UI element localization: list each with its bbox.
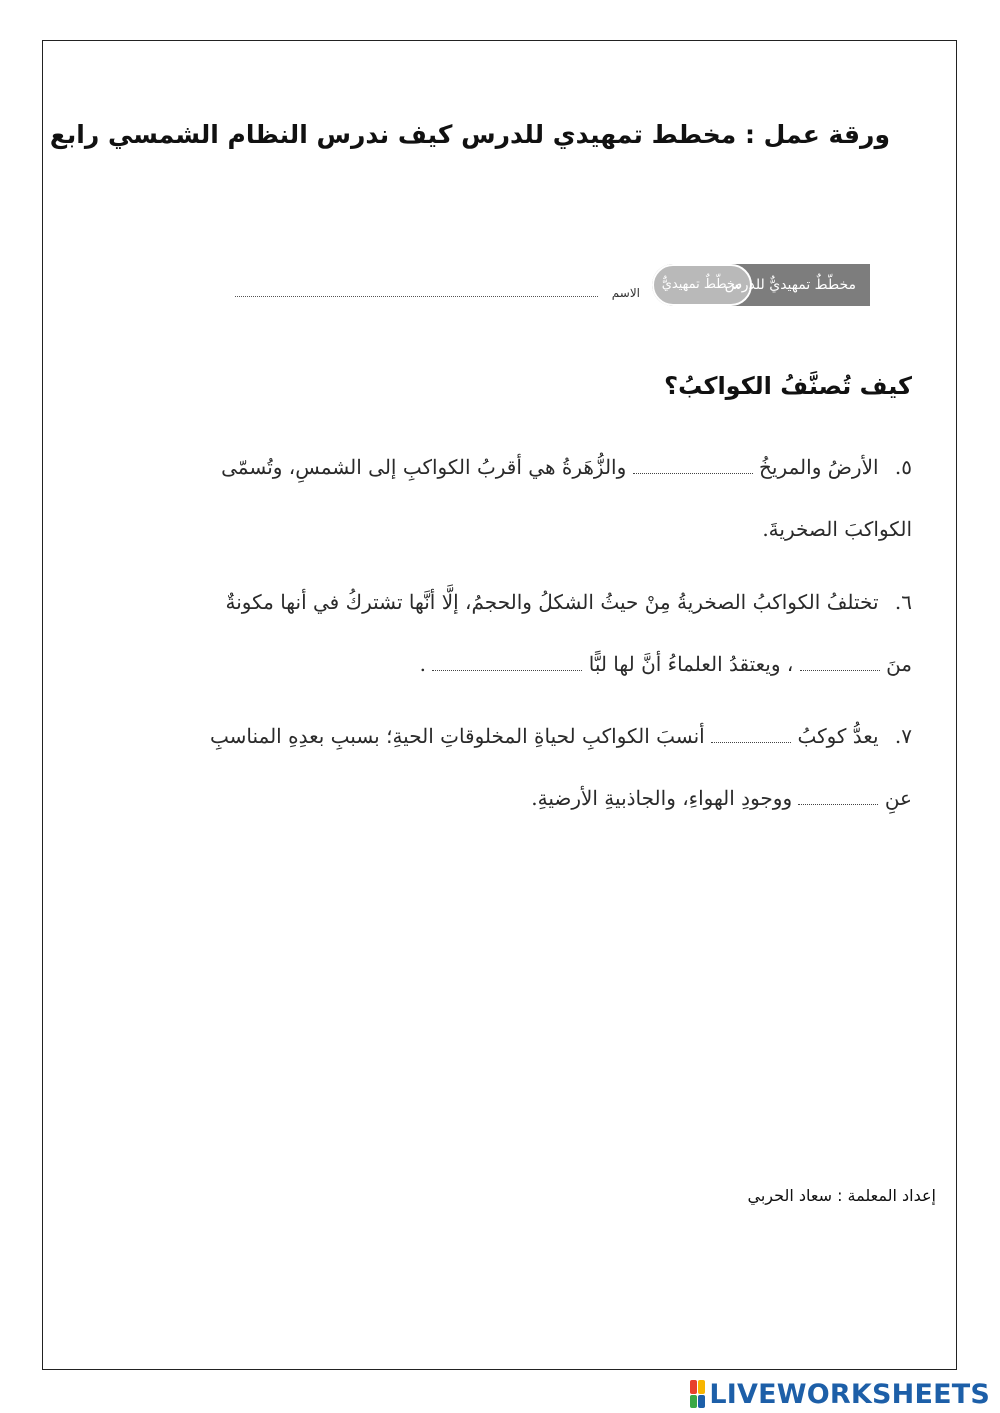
logo-square <box>690 1395 697 1409</box>
question-number: ٧. <box>894 724 912 748</box>
question-text: منَ <box>886 652 912 676</box>
question-text: ، ويعتقدُ العلماءُ أنَّ لها لبًّا <box>588 652 794 676</box>
name-label: الاسم <box>611 286 640 300</box>
logo-text: LIVEWORKSHEETS <box>709 1378 990 1410</box>
question-text: والزُّهَرةُ هي أقربُ الكواكبِ إلى الشمسِ، وتُسمّى <box>221 455 627 479</box>
answer-blank[interactable] <box>800 656 880 671</box>
author-credit: إعداد المعلمة : سعاد الحربي <box>747 1186 936 1205</box>
answer-blank[interactable] <box>798 790 878 805</box>
question-title: كيف تُصنَّفُ الكواكبُ؟ <box>664 372 912 400</box>
question-text: الكواكبَ الصخريةَ. <box>762 517 912 541</box>
question-text: الأرضُ والمريخُ <box>758 455 879 479</box>
logo-square <box>698 1380 705 1394</box>
name-field <box>235 284 640 306</box>
question-text: . <box>419 652 426 676</box>
answer-blank[interactable] <box>711 728 791 743</box>
worksheet-title: ورقة عمل : مخطط تمهيدي للدرس كيف ندرس النظام الشمسي رابع <box>49 120 890 149</box>
banner-pill: مخطّطٌ تمهيديٌّ للدرس <box>652 264 752 306</box>
question-text: عنِ <box>884 786 912 810</box>
lesson-banner <box>652 264 870 330</box>
question-text: أنسبَ الكواكبِ لحياةِ المخلوقاتِ الحيةِ؛ بسببِ بعدِهِ المناسبِ <box>210 724 705 748</box>
question-item <box>132 705 912 829</box>
question-text: تختلفُ الكواكبُ الصخريةُ مِنْ حيثُ الشكلُ والحجمُ، إلَّا أنَّها تشتركُ في أنها مكونةٌ <box>225 590 879 614</box>
question-number: ٦. <box>894 590 912 614</box>
logo-square <box>698 1395 705 1409</box>
logo-square <box>690 1380 697 1394</box>
banner-label: مخطّطٌ تمهيديٌّ للدرس <box>724 277 856 293</box>
logo-icon <box>690 1380 705 1408</box>
question-text: يعدُّ كوكبُ <box>797 724 879 748</box>
question-text: ووجودِ الهواءِ، والجاذبيةِ الأرضيةِ. <box>531 786 793 810</box>
question-item <box>132 436 912 560</box>
name-input-line[interactable] <box>235 296 598 297</box>
answer-blank[interactable] <box>633 459 753 474</box>
question-number: ٥. <box>894 455 912 479</box>
answer-blank[interactable] <box>432 656 582 671</box>
question-item <box>132 571 912 695</box>
liveworksheets-logo[interactable] <box>690 1378 990 1410</box>
